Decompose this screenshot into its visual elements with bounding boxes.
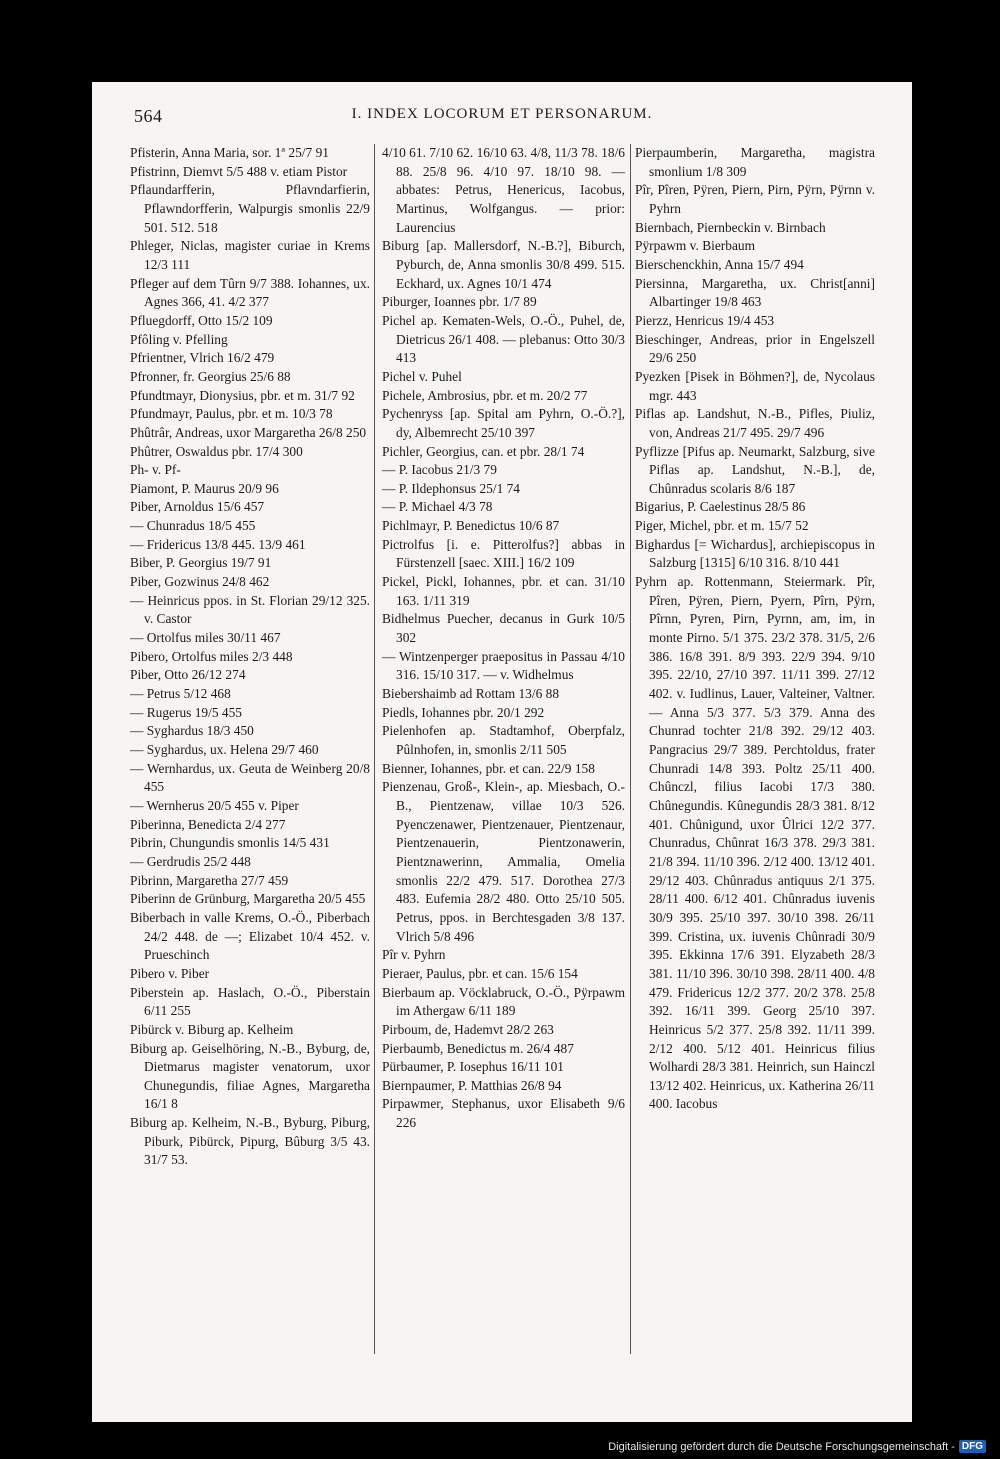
page-number: 564: [134, 106, 163, 126]
index-entry: Pierzz, Henricus 19/4 453: [635, 312, 775, 328]
dfg-logo: DFG: [959, 1440, 986, 1453]
index-entry: Piersinna, Margaretha, ux. Christ[anni] Albartinger 19/8 463: [635, 275, 875, 310]
index-entry: Pÿrpawm v. Bierbaum: [635, 238, 755, 254]
index-entry: — Wintzenperger praepositus in Passau 4/10 316. 15/10 317. — v. Widhelmus: [382, 648, 625, 683]
index-entry: 4/10 61. 7/10 62. 16/10 63. 4/8, 11/3 78. 18/6 88. 25/8 96. 4/10 97. 18/10 98. — abbates: Petrus, Henericus, Iacobus, Martinus, Wolfgangus. — prior: Laurencius: [382, 145, 625, 235]
index-entry: — Petrus 5/12 468: [130, 686, 231, 702]
index-entry: Bigarius, P. Caelestinus 28/5 86: [635, 499, 806, 515]
running-title: I. INDEX LOCORUM ET PERSONARUM.: [351, 106, 653, 122]
index-entry: Biburg [ap. Mallersdorf, N.-B.?], Biburch, Pyburch, de, Anna smonlis 30/8 499. 515. Eckhard, ux. Agnes 10/1 474: [382, 238, 625, 291]
index-entry: Piber, Arnoldus 15/6 457: [130, 499, 265, 515]
index-entry: Pictrolfus [i. e. Pitterolfus?] abbas in Fürstenzell [saec. XIII.] 16/2 109: [382, 536, 625, 571]
index-entry: Pichel v. Puhel: [382, 368, 462, 384]
index-entry: — Syghardus, ux. Helena 29/7 460: [130, 742, 319, 757]
index-entry: Bierschenckhin, Anna 15/7 494: [635, 256, 804, 272]
index-entry: Bieschinger, Andreas, prior in Engelszell 29/6 250: [635, 331, 875, 366]
index-entry: Pfundmayr, Paulus, pbr. et m. 10/3 78: [130, 406, 333, 422]
index-entry: Pibero, Ortolfus miles 2/3 448: [130, 648, 293, 664]
index-entry: Piburger, Ioannes pbr. 1/7 89: [382, 294, 537, 310]
index-entry: Phûtrer, Oswaldus pbr. 17/4 300: [130, 443, 303, 459]
index-entry: — Wernherus 20/5 455 v. Piper: [130, 797, 299, 813]
index-entry: Pürbaumer, P. Iosephus 16/11 101: [382, 1059, 564, 1075]
index-entry: Piedls, Iohannes pbr. 20/1 292: [382, 704, 545, 720]
index-entry: Pyflizze [Pifus ap. Neumarkt, Salzburg, sive Piflas ap. Landshut, N.-B.], de, Chûnradus scolaris 8/6 187: [635, 443, 875, 496]
index-entry: Bighardus [= Wichardus], archiepiscopus in Salzburg [1315] 6/10 316. 8/10 441: [635, 536, 875, 571]
index-entry: Pibrinn, Margaretha 27/7 459: [130, 872, 289, 888]
index-entry: Pierbaumb, Benedictus m. 26/4 487: [382, 1040, 574, 1056]
index-entry: Piber, Gozwinus 24/8 462: [130, 574, 270, 590]
index-entry: — Gerdrudis 25/2 448: [130, 853, 251, 869]
index-entry: Ph- v. Pf-: [130, 462, 181, 478]
index-entry: — Chunradus 18/5 455: [130, 518, 256, 534]
index-entry: — Wernhardus, ux. Geuta de Weinberg 20/8 455: [130, 760, 370, 795]
index-entry: — Rugerus 19/5 455: [130, 704, 242, 720]
index-entry: Bierbaum ap. Vöcklabruck, O.-Ö., Pÿrpawm im Athergaw 6/11 189: [382, 984, 625, 1019]
index-entry: Pibürck v. Biburg ap. Kelheim: [130, 1021, 294, 1037]
footer-text: Digitalisierung gefördert durch die Deutsche Forschungsgemeinschaft -: [608, 1440, 955, 1453]
index-entry: Pickel, Pickl, Iohannes, pbr. et can. 31/10 163. 1/11 319: [382, 574, 625, 608]
index-entry: Piberstein ap. Haslach, O.-Ö., Piberstain 6/11 255: [130, 984, 370, 1019]
column-divider: [374, 144, 375, 1354]
index-entry: — Ortolfus miles 30/11 467: [130, 630, 281, 646]
index-entry: Piflas ap. Landshut, N.-B., Pifles, Piuliz, von, Andreas 21/7 495. 29/7 496: [635, 406, 875, 440]
index-entry: Biernpaumer, P. Matthias 26/8 94: [382, 1077, 562, 1093]
index-entry: Pfronner, fr. Georgius 25/6 88: [130, 368, 291, 384]
index-entry: Pirpawmer, Stephanus, uxor Elisabeth 9/6 226: [382, 1096, 625, 1131]
index-entry: Pielenhofen ap. Stadtamhof, Oberpfalz, Pûlnhofen, in, smonlis 2/11 505: [382, 723, 625, 757]
index-entry: Pichlmayr, P. Benedictus 10/6 87: [382, 518, 560, 534]
column-divider: [630, 144, 631, 1354]
index-entry: Pîr, Pîren, Pÿren, Piern, Pirn, Pÿrn, Pÿrnn v. Pyhrn: [635, 182, 875, 216]
index-entry: Pichel ap. Kematen-Wels, O.-Ö., Puhel, de, Dietricus 26/1 408. — plebanus: Otto 30/3 413: [382, 312, 625, 366]
index-entry: Pienzenau, Groß-, Klein-, ap. Miesbach, O.-B., Pientzenaw, villae 10/3 526. Pyenczenawer, Pientzenauer, Pientzenaur, Pientzenauerin, Pientzonawerin, Pientznawerinn, Ammalia, Omelia smonlis 22/2 479. 517. Dorothea 27/3 483. Eufemia 28/2 480. Otto 25/10 505. Petrus, ppos. in Berchtesgaden 3/8 137. Vlrich 5/8 496: [382, 779, 625, 944]
index-entry: Biebershaimb ad Rottam 13/6 88: [382, 686, 560, 702]
index-entry: — P. Michael 4/3 78: [382, 499, 493, 515]
index-entry: Piamont, P. Maurus 20/9 96: [130, 480, 279, 496]
index-entry: Pibero v. Piber: [130, 965, 210, 981]
book-page: [92, 82, 912, 1422]
index-entry: Pfôling v. Pfelling: [130, 331, 228, 347]
index-entry: Pfluegdorff, Otto 15/2 109: [130, 312, 273, 328]
index-entry: Pfleger auf dem Tûrn 9/7 388. Iohannes, ux. Agnes 366, 41. 4/2 377: [130, 275, 370, 310]
index-entry: Pirboum, de, Hademvt 28/2 263: [382, 1021, 554, 1037]
index-entry: Pichele, Ambrosius, pbr. et m. 20/2 77: [382, 387, 588, 403]
index-entry: Pichler, Georgius, can. et pbr. 28/1 74: [382, 443, 585, 459]
index-entry: — Fridericus 13/8 445. 13/9 461: [130, 536, 306, 552]
index-entry: — P. Ildephonsus 25/1 74: [382, 480, 521, 496]
index-entry: Pyhrn ap. Rottenmann, Steiermark. Pîr, Pîren, Pÿren, Piern, Pyern, Pîrn, Pÿrn, Pîrnn, Pyren, Pirn, Pyrnn, am, im, in monte Pirno. 5/1 375. 23/2 378. 31/5, 2/6 386. 16/8 391. 8/9 393. 22/9 394. 9/10 395. 22/10, 27/10 397. 11/11 399. 27/12 402. v. Iudlinus, Lauer, Valteiner, Valtner. — Anna 5/3 377. 5/3 379. Anna des Chunrad tochter 21/8 392. 29/12 403. Pangracius 29/7 389. Perchtoldus, frater Chunradi 14/8 393. Poltz 25/11 400. Chûnczl, filius Iacobi 17/3 380. Chûnegundis. Kûnegundis 28/3 381. 8/12 401. Chûnigund, uxor Ûlrici 12/2 377. Chunradus, Chûnrat 16/3 378. 29/3 381. 21/8 394. 11/10 396. 2/12 400. 13/12 401. 29/12 403. Chûnradus antiquus 2/1 375. 28/11 400. 6/12 401. Chûnradus iuvenis 30/9 395. 25/10 397. 30/10 398. 26/11 399. Cristina, ux. iuvenis Chûnradi 30/9 395. Ekkinna 17/6 391. Elyzabeth 28/3 381. 11/10 396. 30/10 398. 28/11 400. 4/8 479. Fridericus 12/2 377. 20/2 378. 25/8 392. 16/11 399. Georg 25/10 397. Heinricus 5/2 377. 25/8 392. 11/11 399. 2/12 400. 5/12 401. Heinricus filius Wolhardi 28/3 381. Heinrich, sun Hainczl 13/12 402. Heinricus, ux. Katherina 26/11 400. Iacobus: [635, 574, 875, 1112]
index-column-1: [130, 144, 370, 1170]
index-entry: Biberbach in valle Krems, O.-Ö., Piberbach 24/2 448. de —; Elizabet 10/4 452. v. Prueschinch: [130, 909, 370, 963]
footer-credit: [608, 1440, 986, 1453]
index-entry: Pibrin, Chungundis smonlis 14/5 431: [130, 835, 330, 851]
index-entry: — Syghardus 18/3 450: [130, 723, 254, 739]
index-entry: Bienner, Iohannes, pbr. et can. 22/9 158: [382, 760, 595, 776]
index-entry: Piger, Michel, pbr. et m. 15/7 52: [635, 518, 809, 534]
index-column-2: [382, 144, 625, 1133]
index-entry: Phleger, Niclas, magister curiae in Krems 12/3 111: [130, 238, 370, 272]
index-entry: Biber, P. Georgius 19/7 91: [130, 555, 272, 571]
index-entry: Pflaundarfferin, Pflavndarfierin, Pflawndorfferin, Walpurgis smonlis 22/9 501. 512. 518: [130, 182, 370, 235]
index-entry: Biburg ap. Geiselhöring, N.-B., Byburg, de, Dietmarus magister venatorum, uxor Chunegundis, filiae Agnes, Margaretha 16/1 8: [130, 1040, 370, 1112]
index-entry: Bidhelmus Puecher, decanus in Gurk 10/5 302: [382, 611, 625, 646]
index-entry: Pieraer, Paulus, pbr. et can. 15/6 154: [382, 965, 578, 981]
index-entry: Pierpaumberin, Margaretha, magistra smonlium 1/8 309: [635, 145, 875, 179]
index-entry: Phûtrâr, Andreas, uxor Margaretha 26/8 250: [130, 424, 367, 440]
index-entry: — P. Iacobus 21/3 79: [382, 462, 497, 478]
index-entry: Pychenryss [ap. Spital am Pyhrn, O.-Ö.?], dy, Albemrecht 25/10 397: [382, 406, 625, 440]
index-entry: Pfundtmayr, Dionysius, pbr. et m. 31/7 92: [130, 387, 355, 403]
index-entry: Piber, Otto 26/12 274: [130, 667, 246, 683]
index-entry: Piberinna, Benedicta 2/4 277: [130, 816, 286, 832]
index-entry: Pîr v. Pyhrn: [382, 947, 446, 963]
index-entry: Pfrientner, Vlrich 16/2 479: [130, 350, 275, 366]
index-entry: Pyezken [Pisek in Böhmen?], de, Nycolaus mgr. 443: [635, 368, 875, 403]
index-entry: — Heinricus ppos. in St. Florian 29/12 325. v. Castor: [130, 592, 370, 627]
index-column-3: [635, 144, 875, 1114]
index-entry: Biernbach, Piernbeckin v. Birnbach: [635, 219, 826, 235]
index-entry: Pfisterin, Anna Maria, sor. 1ª 25/7 91: [130, 145, 329, 160]
index-entry: Piberinn de Grünburg, Margaretha 20/5 455: [130, 891, 366, 907]
index-entry: Biburg ap. Kelheim, N.-B., Byburg, Piburg, Piburk, Pibürck, Pipurg, Bûburg 3/5 43. 31/7 53.: [130, 1115, 370, 1168]
index-entry: Pfistrinn, Diemvt 5/5 488 v. etiam Pistor: [130, 163, 348, 179]
